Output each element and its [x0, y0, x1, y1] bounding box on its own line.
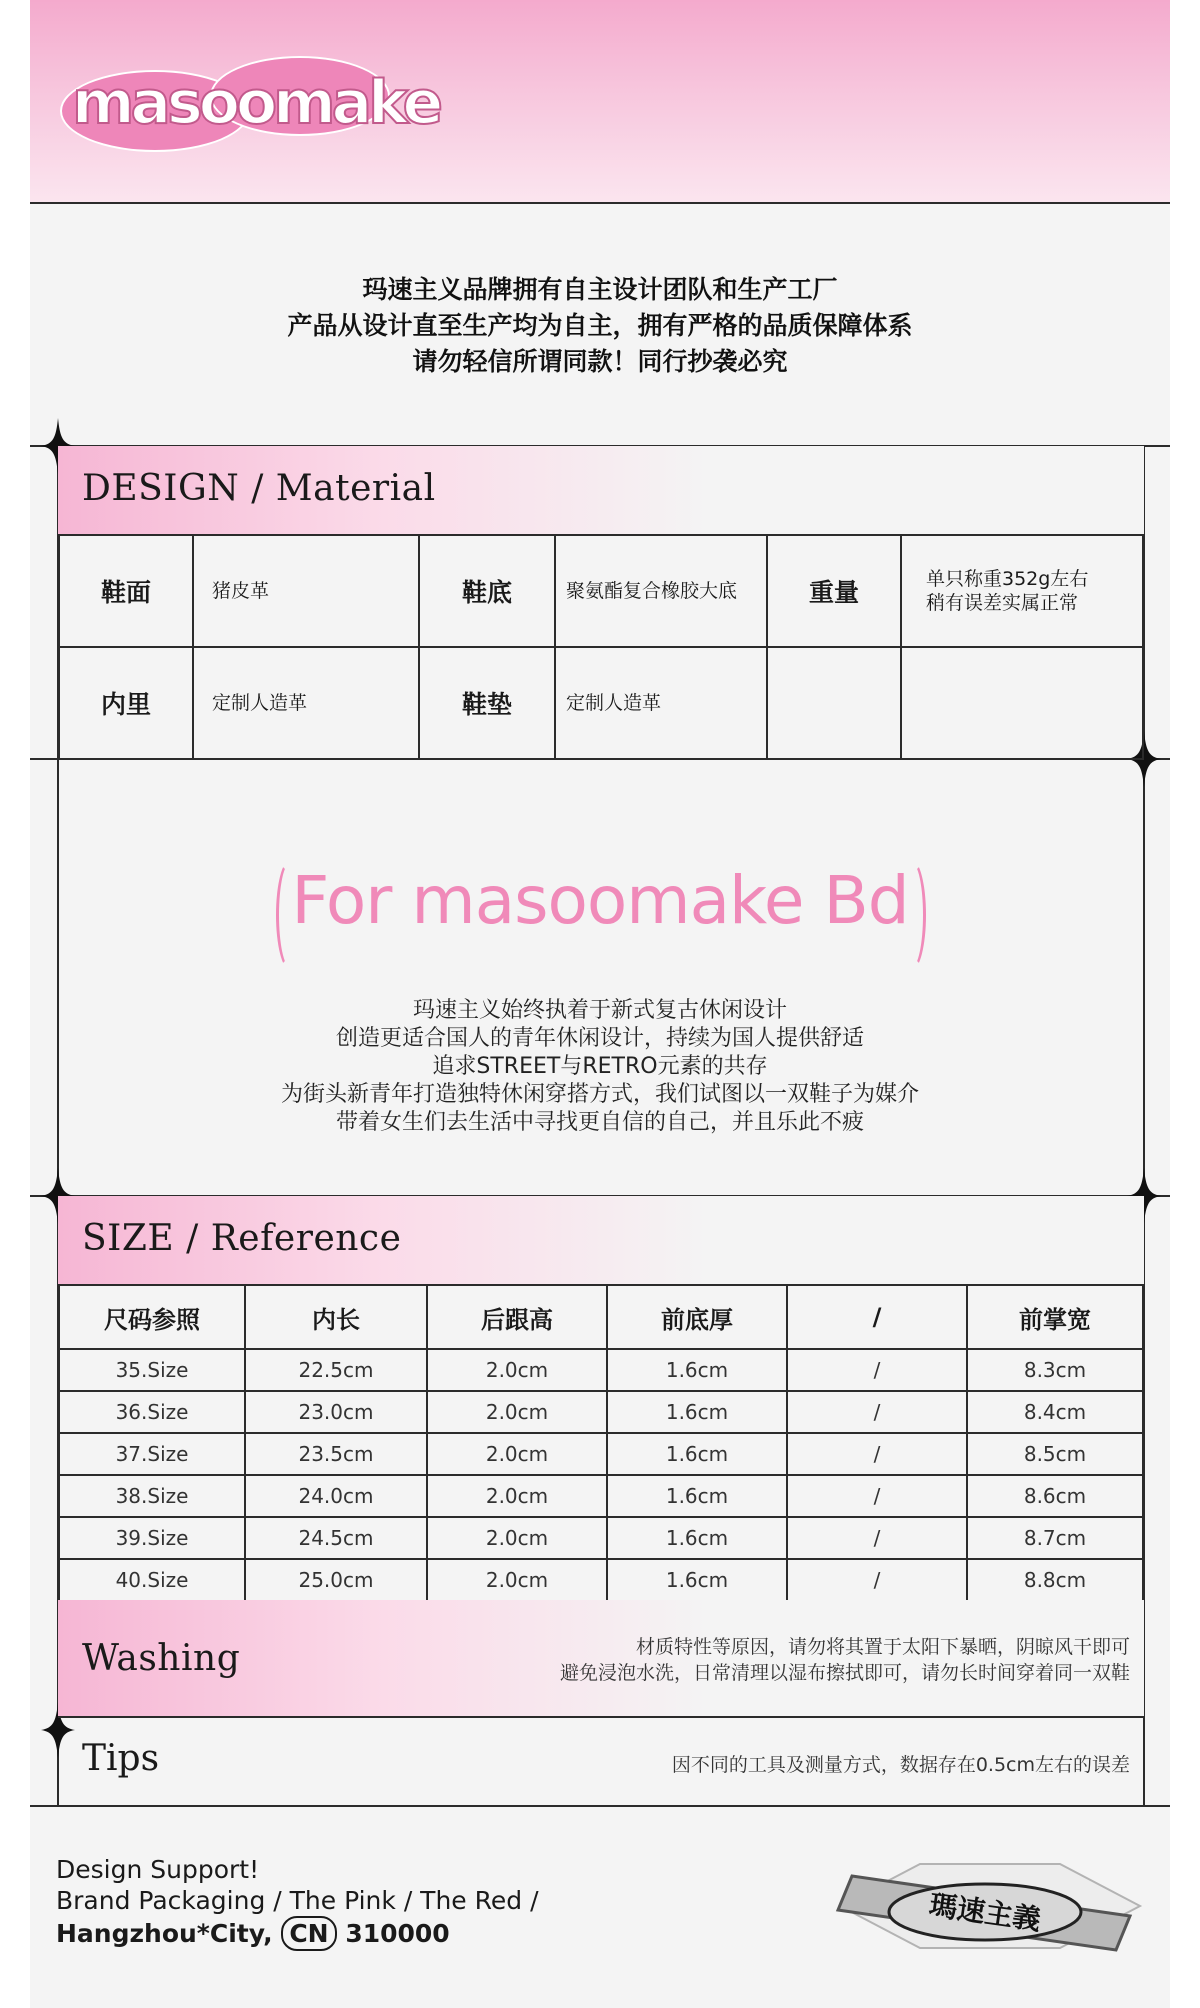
weight-line: 稍有误差实属正常	[926, 592, 1079, 614]
table-row	[59, 1559, 1143, 1601]
story-line: 创造更适合国人的青年休闲设计，持续为国人提供舒适	[335, 1026, 864, 1051]
table-cell: 37.Size	[59, 1433, 245, 1475]
washing-text	[560, 1634, 1130, 1686]
material-label: 鞋底	[419, 535, 555, 647]
footer-line: Design Support!	[56, 1855, 260, 1884]
footer-postcode: 310000	[345, 1919, 450, 1948]
table-cell: 25.0cm	[245, 1559, 427, 1601]
material-value: 定制人造革	[555, 647, 767, 759]
table-cell: 1.6cm	[607, 1559, 787, 1601]
material-label: 内里	[59, 647, 193, 759]
column-header: 内长	[245, 1285, 427, 1349]
table-header-row	[59, 1285, 1143, 1349]
logo-text: masoomake	[72, 68, 440, 138]
table-cell: 2.0cm	[427, 1349, 607, 1391]
table-cell: 1.6cm	[607, 1349, 787, 1391]
material-table	[58, 534, 1144, 760]
material-label: 重量	[767, 535, 901, 647]
table-cell: 40.Size	[59, 1559, 245, 1601]
table-cell: /	[787, 1559, 967, 1601]
table-cell: 8.8cm	[967, 1559, 1143, 1601]
table-row	[59, 535, 1143, 647]
washing-line: 材质特性等原因，请勿将其置于太阳下暴晒，阴晾风干即可	[635, 1636, 1130, 1658]
table-cell: 2.0cm	[427, 1475, 607, 1517]
story-text	[0, 997, 1200, 1137]
column-header: 前掌宽	[967, 1285, 1143, 1349]
brand-badge-logo	[830, 1846, 1150, 1966]
table-cell: 36.Size	[59, 1391, 245, 1433]
story-title: For masoomake Bd	[291, 862, 909, 939]
story-line: 追求STREET与RETRO元素的共存	[432, 1054, 768, 1079]
table-cell: 8.3cm	[967, 1349, 1143, 1391]
footer-line: Brand Packaging / The Pink / The Red /	[56, 1886, 539, 1915]
table-cell: /	[787, 1517, 967, 1559]
footer-text	[56, 1854, 539, 1951]
brand-logo	[60, 50, 440, 160]
badge-text: 瑪速主義	[927, 1888, 1043, 1937]
declaration-line: 产品从设计直至生产均为自主，拥有严格的品质保障体系	[287, 311, 913, 340]
table-row	[59, 1349, 1143, 1391]
table-cell: /	[787, 1391, 967, 1433]
section-title: DESIGN / Material	[82, 468, 436, 509]
table-cell: 1.6cm	[607, 1391, 787, 1433]
section-title: Tips	[82, 1738, 160, 1779]
table-cell: 2.0cm	[427, 1391, 607, 1433]
table-row	[59, 647, 1143, 759]
table-cell: 2.0cm	[427, 1517, 607, 1559]
section-title: Washing	[82, 1638, 241, 1679]
story-line: 带着女生们去生活中寻找更自信的自己，并且乐此不疲	[335, 1110, 864, 1135]
table-row	[59, 1433, 1143, 1475]
section-title: SIZE / Reference	[82, 1218, 402, 1259]
table-cell: 39.Size	[59, 1517, 245, 1559]
table-cell: 2.0cm	[427, 1433, 607, 1475]
table-cell: 2.0cm	[427, 1559, 607, 1601]
table-cell: /	[787, 1475, 967, 1517]
material-value: 定制人造革	[193, 647, 419, 759]
empty-cell	[901, 647, 1143, 759]
material-label: 鞋面	[59, 535, 193, 647]
declaration-line: 玛速主义品牌拥有自主设计团队和生产工厂	[362, 275, 838, 304]
table-cell: 1.6cm	[607, 1433, 787, 1475]
table-cell: 24.5cm	[245, 1517, 427, 1559]
size-table	[58, 1284, 1144, 1602]
material-value	[901, 535, 1143, 647]
tips-text: 因不同的工具及测量方式，数据存在0.5cm左右的误差	[671, 1754, 1130, 1776]
table-cell: /	[787, 1349, 967, 1391]
weight-line: 单只称重352g左右	[926, 568, 1089, 590]
divider	[58, 1716, 1144, 1718]
declaration-line: 请勿轻信所谓同款！同行抄袭必究	[412, 347, 788, 376]
column-header: /	[787, 1285, 967, 1349]
divider	[30, 1805, 1170, 1807]
story-line: 为街头新青年打造独特休闲穿搭方式，我们试图以一双鞋子为媒介	[280, 1082, 919, 1107]
column-header: 尺码参照	[59, 1285, 245, 1349]
story-line: 玛速主义始终执着于新式复古休闲设计	[412, 998, 787, 1023]
footer-address	[56, 1916, 539, 1951]
table-cell: 8.4cm	[967, 1391, 1143, 1433]
table-cell: 24.0cm	[245, 1475, 427, 1517]
table-cell: 1.6cm	[607, 1517, 787, 1559]
table-cell: 8.6cm	[967, 1475, 1143, 1517]
column-header: 后跟高	[427, 1285, 607, 1349]
material-label: 鞋垫	[419, 647, 555, 759]
table-cell: 8.5cm	[967, 1433, 1143, 1475]
empty-cell	[767, 647, 901, 759]
table-row	[59, 1517, 1143, 1559]
washing-line: 避免浸泡水洗，日常清理以湿布擦拭即可，请勿长时间穿着同一双鞋	[559, 1662, 1130, 1684]
footer-city: Hangzhou*City,	[56, 1919, 273, 1948]
material-value: 猪皮革	[193, 535, 419, 647]
cn-badge: CN	[281, 1916, 336, 1951]
size-banner	[58, 1196, 1144, 1284]
table-cell: 22.5cm	[245, 1349, 427, 1391]
table-cell: 23.5cm	[245, 1433, 427, 1475]
table-row	[59, 1475, 1143, 1517]
table-cell: /	[787, 1433, 967, 1475]
table-cell: 1.6cm	[607, 1475, 787, 1517]
table-cell: 8.7cm	[967, 1517, 1143, 1559]
column-header: 前底厚	[607, 1285, 787, 1349]
brand-declaration	[0, 272, 1200, 380]
header-banner	[30, 0, 1170, 204]
material-value: 聚氨酯复合橡胶大底	[555, 535, 767, 647]
table-row	[59, 1391, 1143, 1433]
table-cell: 38.Size	[59, 1475, 245, 1517]
table-cell: 35.Size	[59, 1349, 245, 1391]
design-banner	[58, 446, 1144, 534]
table-cell: 23.0cm	[245, 1391, 427, 1433]
